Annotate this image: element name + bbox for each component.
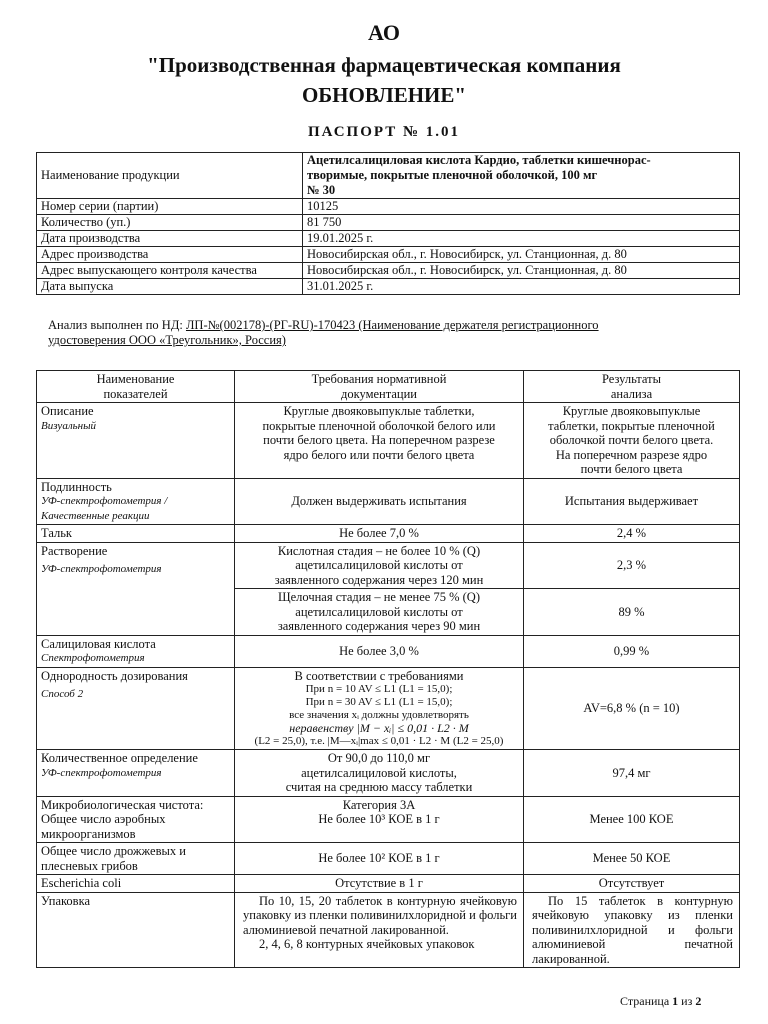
- indicator-cell: Микробиологическая чистота: Общее число аэробных микроорганизмов: [37, 796, 235, 843]
- product-info-table: [36, 152, 740, 295]
- info-row: [37, 199, 740, 215]
- product-row: [37, 153, 740, 199]
- requirement-cell: Щелочная стадия – не менее 75 % (Q) ацетилсалициловой кислоты от заявленного содержания через 90 мин: [235, 589, 524, 636]
- spec-row-assay: [37, 750, 740, 797]
- requirement-cell: Круглые двояковыпуклые таблетки, покрытые пленочной оболочкой белого или почти белого цвета. На поперечном разрезе ядро белого или почти белого цвета: [235, 403, 524, 479]
- requirement-cell: Кислотная стадия – не более 10 % (Q) ацетилсалициловой кислоты от заявленного содержания через 120 мин: [235, 542, 524, 589]
- info-label: Номер серии (партии): [37, 199, 303, 215]
- passport-title: ПАСПОРТ № 1.01: [307, 124, 461, 140]
- result-cell: 0,99 %: [524, 635, 740, 667]
- spec-row-description: [37, 403, 740, 479]
- info-value: 81 750: [303, 215, 740, 231]
- info-value: 10125: [303, 199, 740, 215]
- info-label: Адрес производства: [37, 247, 303, 263]
- indicator-cell: Подлинность УФ-спектрофотометрия / Качественные реакции: [37, 478, 235, 525]
- product-label: Наименование продукции: [37, 153, 303, 199]
- info-label: Адрес выпускающего контроля качества: [37, 263, 303, 279]
- info-row: [37, 215, 740, 231]
- header-requirements: Требования нормативной документации: [235, 371, 524, 403]
- indicator-cell: Растворение УФ-спектрофотометрия: [37, 542, 235, 635]
- info-row: [37, 231, 740, 247]
- result-cell: Отсутствует: [524, 875, 740, 893]
- result-cell: По 15 таблеток в контурную ячейковую упаковку из пленки поливинилхлоридной и фольги алюминиевой печатной лакированной.: [524, 892, 740, 968]
- info-row: [37, 247, 740, 263]
- info-value: 19.01.2025 г.: [303, 231, 740, 247]
- product-value: [303, 153, 740, 199]
- indicator-cell: Салициловая кислота Спектрофотометрия: [37, 635, 235, 667]
- info-row: [37, 279, 740, 295]
- info-label: Количество (уп.): [37, 215, 303, 231]
- spec-row-uniformity: [37, 667, 740, 750]
- requirement-cell: Не более 10² КОЕ в 1 г: [235, 843, 524, 875]
- specification-table: [36, 370, 740, 968]
- spec-row-micro-yeast: [37, 843, 740, 875]
- info-row: [37, 263, 740, 279]
- indicator-cell: Тальк: [37, 525, 235, 543]
- requirement-cell: В соответствии с требованиями При n = 10 AV ≤ L1 (L1 = 15,0); При n = 30 AV ≤ L1 (L1 = 15,0); все значения xᵢ должны удовлетворять неравенству |M − xᵢ| ≤ 0,01 · L2 · M (L2 = 25,0), т.е. |M—xᵢ|max ≤ 0,01 · L2 · M (L2 = 25,0): [235, 667, 524, 750]
- result-cell: AV=6,8 % (n = 10): [524, 667, 740, 750]
- info-label: Дата выпуска: [37, 279, 303, 295]
- info-value: Новосибирская обл., г. Новосибирск, ул. Станционная, д. 80: [303, 263, 740, 279]
- organization-name: [0, 50, 768, 110]
- nd-reference-line2: удостоверения ООО «Треугольник», Россия): [48, 333, 286, 347]
- page-number: Страница 1 из 2: [620, 994, 702, 1008]
- info-value: 31.01.2025 г.: [303, 279, 740, 295]
- requirement-cell: Не более 7,0 %: [235, 525, 524, 543]
- requirement-cell: По 10, 15, 20 таблеток в контурную ячейковую упаковку из пленки поливинилхлоридной и фольги алюминиевой печатной лакированной. 2, 4, 6, 8 контурных ячейковых упаковок: [235, 892, 524, 968]
- requirement-cell: Должен выдерживать испытания: [235, 478, 524, 525]
- product-value-line: творимые, покрытые пленочной оболочкой, 100 мг: [307, 168, 598, 182]
- header-results: Результаты анализа: [524, 371, 740, 403]
- indicator-cell: Общее число дрожжевых и плесневых грибов: [37, 843, 235, 875]
- result-cell: Круглые двояковыпуклые таблетки, покрытые пленочной оболочкой почти белого цвета. На поперечном разрезе ядро почти белого цвета: [524, 403, 740, 479]
- spec-row-talc: [37, 525, 740, 543]
- product-value-line: Ацетилсалициловая кислота Кардио, таблетки кишечнорас-: [307, 153, 651, 167]
- analysis-reference: [48, 318, 728, 348]
- spec-row-dissolution-acid: [37, 542, 740, 589]
- product-value-line: № 30: [307, 183, 336, 197]
- indicator-cell: Количественное определение УФ-спектрофотометрия: [37, 750, 235, 797]
- spec-header-row: [37, 371, 740, 403]
- spec-row-ecoli: [37, 875, 740, 893]
- result-cell: 97,4 мг: [524, 750, 740, 797]
- analysis-prefix: Анализ выполнен по НД:: [48, 318, 186, 332]
- indicator-cell: Escherichia coli: [37, 875, 235, 893]
- requirement-cell: Отсутствие в 1 г: [235, 875, 524, 893]
- info-label: Дата производства: [37, 231, 303, 247]
- organization-type: АО: [368, 20, 400, 45]
- spec-row-identity: [37, 478, 740, 525]
- result-cell: 2,3 %: [524, 542, 740, 589]
- nd-reference-line1: ЛП-№(002178)-(РГ-RU)-170423 (Наименование держателя регистрационного: [185, 318, 599, 332]
- requirement-cell: Категория 3А Не более 10³ КОЕ в 1 г: [235, 796, 524, 843]
- header-indicator: Наименование показателей: [37, 371, 235, 403]
- indicator-cell: Упаковка: [37, 892, 235, 968]
- indicator-cell: Описание Визуальный: [37, 403, 235, 479]
- info-value: Новосибирская обл., г. Новосибирск, ул. Станционная, д. 80: [303, 247, 740, 263]
- requirement-cell: От 90,0 до 110,0 мг ацетилсалициловой кислоты, считая на среднюю массу таблетки: [235, 750, 524, 797]
- requirement-cell: Не более 3,0 %: [235, 635, 524, 667]
- org-name-line1: "Производственная фармацевтическая компания: [147, 53, 621, 77]
- spec-row-packaging: [37, 892, 740, 968]
- spec-row-micro-aerobic: [37, 796, 740, 843]
- result-cell: 2,4 %: [524, 525, 740, 543]
- org-name-line2: ОБНОВЛЕНИЕ": [301, 83, 467, 107]
- spec-row-salicylic: [37, 635, 740, 667]
- result-cell: Менее 50 КОЕ: [524, 843, 740, 875]
- indicator-cell: Однородность дозирования Способ 2: [37, 667, 235, 750]
- result-cell: Испытания выдерживает: [524, 478, 740, 525]
- result-cell: Менее 100 КОЕ: [524, 796, 740, 843]
- result-cell: 89 %: [524, 589, 740, 636]
